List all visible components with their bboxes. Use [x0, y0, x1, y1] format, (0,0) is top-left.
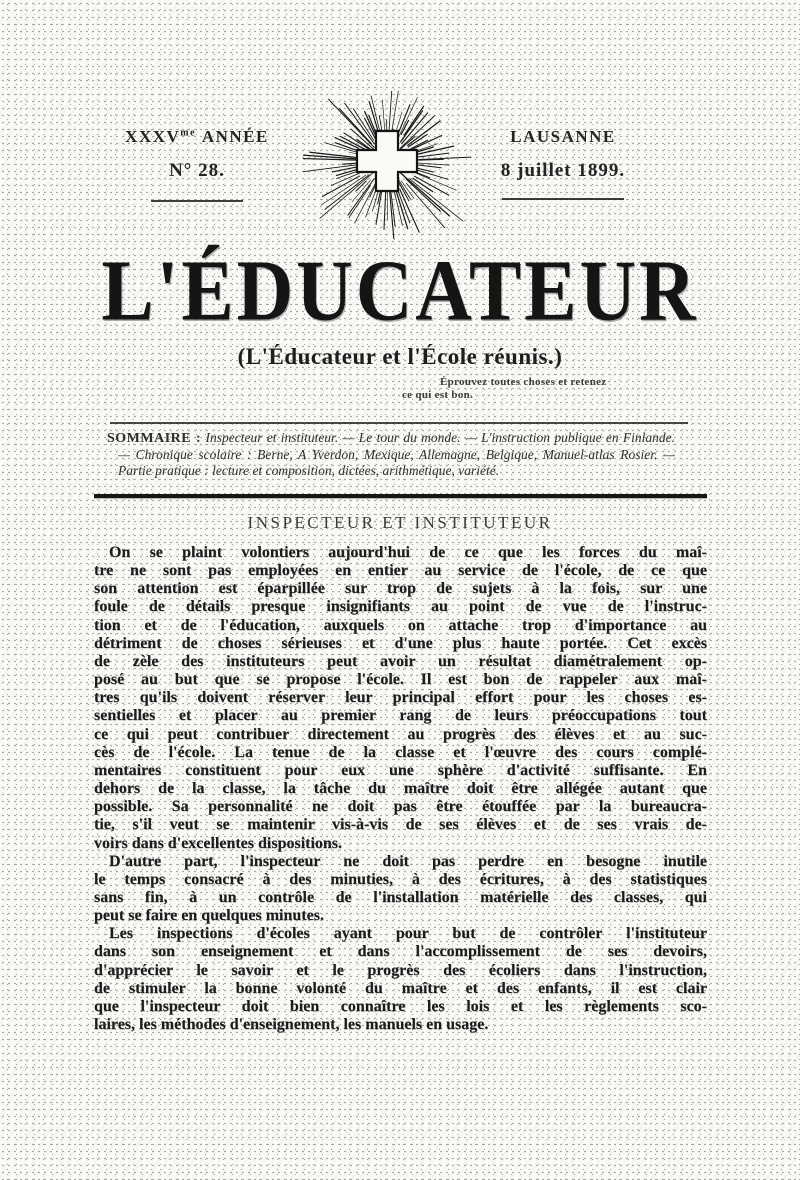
article-line: voirs dans d'excellentes dispositions. [94, 834, 343, 852]
motto-line1: Éprouvez toutes choses et retenez [440, 376, 607, 388]
swiss-cross-icon [357, 131, 417, 191]
article-line: dehors de la classe, la tâche du maître doit être allégée autant que [94, 780, 707, 798]
header-date-block [458, 127, 668, 200]
article-line: dans son enseignement et dans l'accomplissement de ses devoirs, [94, 943, 707, 961]
motto-line2: ce qui est bon. [402, 388, 474, 401]
article-line: posé au but que se propose l'école. Il est bon de rappeler aux maî- [94, 671, 707, 689]
article-line: de stimuler la bonne volonté du maître et des enfants, il est clair [94, 979, 707, 997]
sommaire [107, 430, 675, 480]
masthead-subtitle: (L'Éducateur et l'École réunis.) [237, 344, 563, 369]
sommaire-text: Inspecteur et instituteur. — Le tour du monde. — L'instruction publique en Finlande. — Chronique scolaire : Berne, A Yverdon, Mexique, Allemagne, Belgique, Manuel-atlas Rosier. — Partie pratique : lecture et composition, dictées, arithmétique, variété. [118, 430, 676, 479]
article-line: mentaires constituent pour eux une sphère d'activité suffisante. En [94, 761, 707, 779]
article-line: On se plaint volontiers aujourd'hui de ce que les forces du maî- [109, 544, 707, 561]
volume-label: $XXXV^{me}$ ANNÉE [125, 127, 269, 146]
article-line: que l'inspecteur doit bien connaître les lois et les règlements sco- [94, 997, 707, 1015]
city-label: LAUSANNE [510, 127, 616, 146]
article-line: le temps consacré à des minuties, à des écritures, à des statistiques [94, 870, 707, 888]
sunburst-cross-emblem-icon [303, 83, 471, 241]
sommaire-rule-bottom [94, 494, 707, 498]
article-line: tre ne sont pas employées en entier au service de l'école, de ce que [94, 562, 707, 580]
article-line: son attention est éparpillée sur trop de sujets à la fois, sur une [94, 580, 707, 598]
article-line: tie, s'il veut se maintenir vis-à-vis de ses élèves et de ses vrais de- [94, 816, 707, 834]
article-line: Les inspections d'écoles ayant pour but de contrôler l'instituteur [109, 925, 707, 943]
article-line: laires, les méthodes d'enseignement, les manuels en usage. [94, 1016, 489, 1034]
article-line: détriment de choses sérieuses et d'une plus haute portée. Cet excès [94, 634, 707, 652]
header-volume-block [92, 127, 302, 202]
sommaire-rule-top [110, 422, 688, 424]
article-line: ce qui peut contribuer directement au progrès des élèves et au suc- [94, 725, 707, 743]
article-line: d'apprécier le savoir et le progrès des écoliers dans l'instruction, [94, 961, 707, 979]
motto [402, 376, 682, 401]
article-line: possible. Sa personnalité ne doit pas être étouffée par la bureaucra- [94, 798, 707, 816]
article-line: sans fin, à un contrôle de l'installation matérielle des classes, qui [94, 888, 707, 906]
article-line: de zèle des instituteurs peut avoir un résultat diamétralement op- [94, 652, 707, 670]
article-heading: INSPECTEUR ET INSTITUTEUR [247, 513, 553, 532]
issue-date: 8 juillet 1899. [500, 160, 626, 181]
masthead-title: L'ÉDUCATEUR [101, 244, 699, 340]
issue-number: N° 28. [169, 160, 225, 181]
article-line: sentielles et placer au premier rang de leurs préoccupations tout [94, 707, 707, 725]
article-body [94, 544, 707, 1034]
article-line: foule de détails presque insignifiants au point de vue de l'instruc- [94, 598, 707, 616]
article-line: cès de l'école. La tenue de la classe et l'œuvre des cours complé- [94, 743, 707, 761]
article-line: tion et de l'éducation, auxquels on attache trop d'importance au [94, 616, 707, 634]
header-rule-left [151, 200, 243, 202]
article-line: peut se faire en quelques minutes. [94, 907, 324, 925]
header-rule-right [502, 198, 624, 200]
sommaire-label: SOMMAIRE : [107, 431, 202, 446]
article-line: tres qu'ils doivent réserver leur principal effort pour les choses es- [94, 689, 707, 707]
article-line: D'autre part, l'inspecteur ne doit pas perdre en besogne inutile [109, 852, 707, 870]
